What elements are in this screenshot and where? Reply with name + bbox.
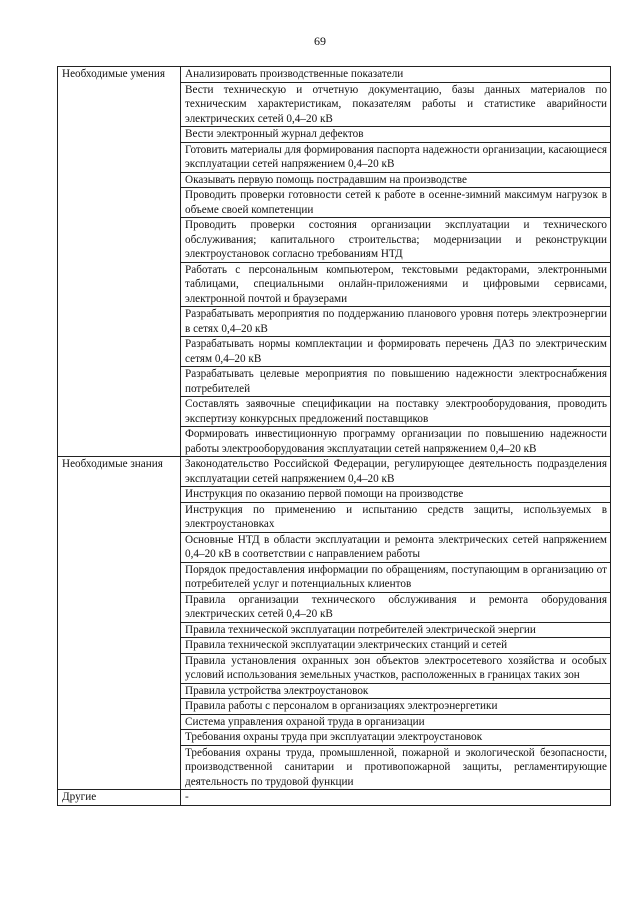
requirement-item: Правила технической эксплуатации электрических станций и сетей [181,638,611,654]
requirement-item: Работать с персональным компьютером, текстовыми редакторами, электронными таблицами, специальными онлайн-приложениями и цифровыми сервисами, электронной почтой и браузерами [181,262,611,307]
requirement-item: Инструкция по оказанию первой помощи на производстве [181,487,611,503]
requirement-item: Анализировать производственные показатели [181,67,611,83]
requirement-item: - [181,790,611,806]
requirement-item: Разрабатывать нормы комплектации и формировать перечень ДАЗ по электрическим сетям 0,4–20 кВ [181,337,611,367]
page-number: 69 [314,34,326,48]
section-label: Необходимые умения [58,67,181,457]
requirement-item: Оказывать первую помощь пострадавшим на производстве [181,172,611,188]
requirement-item: Проводить проверки состояния организации эксплуатации и технического обслуживания; капитального строительства; модернизации и реконструкции электроустановок согласно требованиям НТД [181,218,611,263]
requirement-item: Правила организации технического обслуживания и ремонта оборудования электрических сетей 0,4–20 кВ [181,592,611,622]
requirement-item: Правила устройства электроустановок [181,683,611,699]
requirement-item: Составлять заявочные спецификации на поставку электрооборудования, проводить экспертизу конкурсных предложений поставщиков [181,397,611,427]
requirement-item: Разрабатывать мероприятия по поддержанию планового уровня потерь электроэнергии в сетях 0,4–20 кВ [181,307,611,337]
requirement-item: Правила технической эксплуатации потребителей электрической энергии [181,622,611,638]
table-row [58,457,611,487]
requirements-table [57,66,611,806]
requirement-item: Порядок предоставления информации по обращениям, поступающим в организацию от потребителей услуг и потенциальных клиентов [181,562,611,592]
requirement-item: Требования охраны труда, промышленной, пожарной и экологической безопасности, производственной санитарии и противопожарной защиты, регламентирующие деятельность по трудовой функции [181,745,611,790]
requirement-item: Инструкция по применению и испытанию средств защиты, используемых в электроустановках [181,502,611,532]
requirements-table-body [58,67,611,806]
requirement-item: Правила установления охранных зон объектов электросетевого хозяйства и особых условий использования земельных участков, расположенных в границах таких зон [181,653,611,683]
requirement-item: Основные НТД в области эксплуатации и ремонта электрических сетей напряжением 0,4–20 кВ в соответствии с направлением работы [181,532,611,562]
requirement-item: Проводить проверки готовности сетей к работе в осенне-зимний максимум нагрузок в объеме своей компетенции [181,188,611,218]
section-label: Другие [58,790,181,806]
requirement-item: Готовить материалы для формирования паспорта надежности организации, касающиеся эксплуатации сетей напряжением 0,4–20 кВ [181,142,611,172]
requirement-item: Требования охраны труда при эксплуатации электроустановок [181,730,611,746]
requirement-item: Система управления охраной труда в организации [181,714,611,730]
requirement-item: Вести техническую и отчетную документацию, базы данных материалов по техническим характеристикам, показателям работы и статистике аварийности электрических сетей 0,4–20 кВ [181,82,611,127]
requirement-item: Разрабатывать целевые мероприятия по повышению надежности электроснабжения потребителей [181,367,611,397]
section-label: Необходимые знания [58,457,181,790]
requirement-item: Законодательство Российской Федерации, регулирующее деятельность подразделения эксплуатации сетей напряжением 0,4–20 кВ [181,457,611,487]
table-row [58,790,611,806]
requirement-item: Формировать инвестиционную программу организации по повышению надежности работы электрооборудования эксплуатации сетей напряжением 0,4–20 кВ [181,427,611,457]
table-row [58,67,611,83]
requirement-item: Вести электронный журнал дефектов [181,127,611,143]
requirement-item: Правила работы с персоналом в организациях электроэнергетики [181,699,611,715]
